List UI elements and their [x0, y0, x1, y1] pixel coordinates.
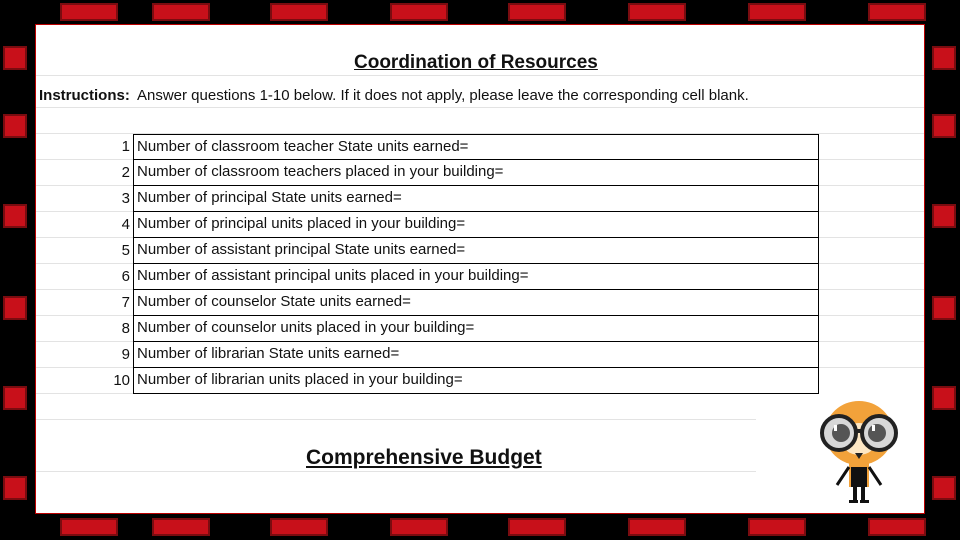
gridline: [36, 107, 924, 108]
question-row: [36, 238, 826, 264]
question-row: [36, 186, 826, 212]
film-tile: [152, 518, 210, 536]
budget-heading: Comprehensive Budget: [306, 446, 542, 469]
question-number: 8: [121, 320, 130, 337]
question-row: [36, 212, 826, 238]
instructions-text: Answer questions 1-10 below. If it does not apply, please leave the corresponding cell blank.: [137, 87, 749, 104]
question-cell[interactable]: Number of classroom teachers placed in your building=: [133, 160, 819, 186]
film-tile: [508, 3, 566, 21]
film-tile: [932, 204, 956, 228]
film-tile: [3, 46, 27, 70]
question-number: 3: [121, 190, 130, 207]
question-row: [36, 316, 826, 342]
question-number: 7: [121, 294, 130, 311]
question-number: 4: [121, 216, 130, 233]
film-tile: [60, 518, 118, 536]
question-row: [36, 342, 826, 368]
question-row: [36, 368, 826, 394]
question-row: [36, 264, 826, 290]
film-tile: [932, 476, 956, 500]
question-cell[interactable]: Number of counselor units placed in your building=: [133, 316, 819, 342]
spreadsheet-slide: [35, 24, 925, 514]
film-tile: [390, 3, 448, 21]
film-tile: [868, 3, 926, 21]
film-tile: [748, 518, 806, 536]
film-tile: [932, 386, 956, 410]
question-row: [36, 134, 826, 160]
owl-mascot-icon: [809, 397, 909, 509]
film-tile: [270, 518, 328, 536]
question-cell[interactable]: Number of principal units placed in your building=: [133, 212, 819, 238]
gridline: [36, 471, 756, 472]
question-row: [36, 290, 826, 316]
question-number: 2: [121, 164, 130, 181]
film-tile: [3, 476, 27, 500]
film-tile: [390, 518, 448, 536]
instructions-label: Instructions:: [39, 87, 130, 104]
question-number: 10: [113, 372, 130, 389]
film-tile: [628, 3, 686, 21]
question-number: 5: [121, 242, 130, 259]
film-tile: [628, 518, 686, 536]
question-number: 6: [121, 268, 130, 285]
film-tile: [3, 386, 27, 410]
question-cell[interactable]: Number of counselor State units earned=: [133, 290, 819, 316]
film-tile: [152, 3, 210, 21]
question-row: [36, 160, 826, 186]
question-cell[interactable]: Number of librarian units placed in your building=: [133, 368, 819, 394]
film-tile: [60, 3, 118, 21]
film-tile: [932, 46, 956, 70]
page-title: Coordination of Resources: [354, 52, 598, 73]
film-tile: [3, 204, 27, 228]
film-tile: [3, 296, 27, 320]
question-number: 1: [121, 138, 130, 155]
film-tile: [270, 3, 328, 21]
film-tile: [748, 3, 806, 21]
question-number: 9: [121, 346, 130, 363]
film-tile: [932, 296, 956, 320]
film-tile: [508, 518, 566, 536]
film-tile: [3, 114, 27, 138]
gridline: [36, 75, 924, 76]
question-cell[interactable]: Number of classroom teacher State units earned=: [133, 134, 819, 160]
film-tile: [932, 114, 956, 138]
question-cell[interactable]: Number of principal State units earned=: [133, 186, 819, 212]
question-cell[interactable]: Number of assistant principal units placed in your building=: [133, 264, 819, 290]
question-cell[interactable]: Number of assistant principal State units earned=: [133, 238, 819, 264]
film-tile: [868, 518, 926, 536]
question-cell[interactable]: Number of librarian State units earned=: [133, 342, 819, 368]
gridline: [36, 419, 756, 420]
